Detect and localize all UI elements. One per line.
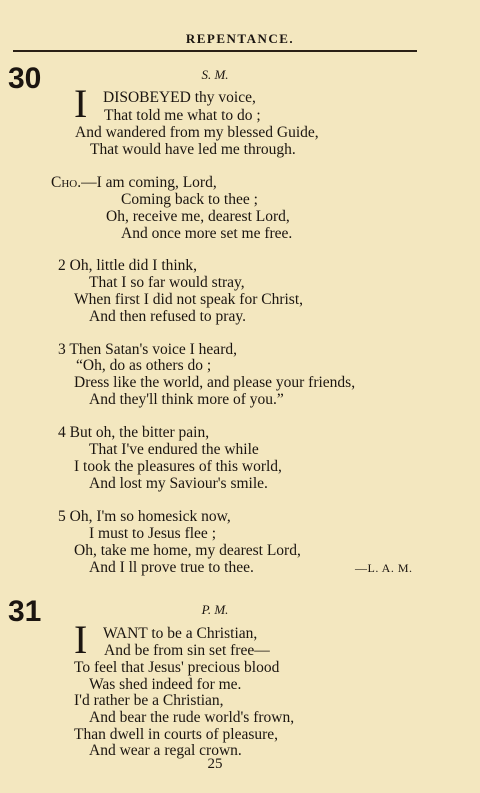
- hymn-30-line-2: That told me what to do ;: [104, 107, 261, 124]
- chorus-text-1: —I am coming, Lord,: [81, 174, 217, 191]
- hymn-31-line-7: Than dwell in courts of pleasure,: [74, 726, 279, 743]
- hymn-30-line-1: DISOBEYED thy voice,: [103, 89, 256, 106]
- verse-2-line-2: That I so far would stray,: [89, 274, 245, 291]
- hymn-31-line-8: And wear a regal crown.: [89, 742, 242, 759]
- hymn-30-dropcap: I: [74, 81, 88, 126]
- verse-2-line-4: And then refused to pray.: [89, 308, 246, 325]
- hymn-30-chorus-line-3: Oh, receive me, dearest Lord,: [106, 208, 290, 225]
- verse-3-line-4: And they'll think more of you.”: [89, 391, 284, 408]
- hymn-30-meter: S. M.: [201, 67, 229, 82]
- verse-4-line-2: That I've endured the while: [89, 441, 259, 458]
- chorus-label: Cho.: [51, 174, 82, 191]
- hymn-30-chorus-line-4: And once more set me free.: [121, 225, 293, 242]
- hymn-30-chorus-line-2: Coming back to thee ;: [121, 191, 258, 208]
- page-number: 25: [207, 756, 223, 772]
- verse-4-line-3: I took the pleasures of this world,: [74, 458, 282, 475]
- hymn-31-meter: P. M.: [201, 602, 229, 617]
- verse-5-line-3: Oh, take me home, my dearest Lord,: [74, 542, 301, 559]
- verse-2-line-3: When first I did not speak for Christ,: [74, 291, 304, 308]
- hymn-30-attribution: —L. A. M.: [355, 561, 413, 575]
- hymn-31-line-2: And be from sin set free—: [104, 642, 270, 659]
- page-header: REPENTANCE.: [185, 31, 295, 46]
- hymn-31-dropcap: I: [74, 617, 88, 662]
- verse-5-line-2: I must to Jesus flee ;: [89, 525, 216, 542]
- hymn-30-chorus-line-1: [51, 174, 217, 192]
- hymn-31-line-1: WANT to be a Christian,: [103, 625, 258, 642]
- hymn-31-line-5: I'd rather be a Christian,: [74, 692, 224, 709]
- verse-4-line-4: And lost my Saviour's smile.: [89, 475, 268, 492]
- hymn-31-line-3: To feel that Jesus' precious blood: [74, 659, 280, 676]
- hymn-31-line-4: Was shed indeed for me.: [89, 676, 242, 693]
- hymn-31-number: 31: [8, 595, 42, 628]
- hymn-30-line-4: That would have led me through.: [90, 141, 296, 158]
- verse-2-line-1: 2 Oh, little did I think,: [58, 257, 198, 274]
- verse-3-line-1: 3 Then Satan's voice I heard,: [58, 341, 237, 358]
- header-rule: [13, 50, 417, 52]
- verse-3-line-2: “Oh, do as others do ;: [76, 357, 212, 374]
- verse-3-line-3: Dress like the world, and please your friends,: [74, 374, 356, 391]
- hymn-30-number: 30: [8, 62, 42, 95]
- verse-5-line-4: And I ll prove true to thee.: [89, 559, 254, 576]
- verse-4-line-1: 4 But oh, the bitter pain,: [58, 424, 210, 441]
- verse-5-line-1: 5 Oh, I'm so homesick now,: [58, 508, 231, 525]
- hymn-30-line-3: And wandered from my blessed Guide,: [75, 124, 319, 141]
- hymn-31-line-6: And bear the rude world's frown,: [89, 709, 295, 726]
